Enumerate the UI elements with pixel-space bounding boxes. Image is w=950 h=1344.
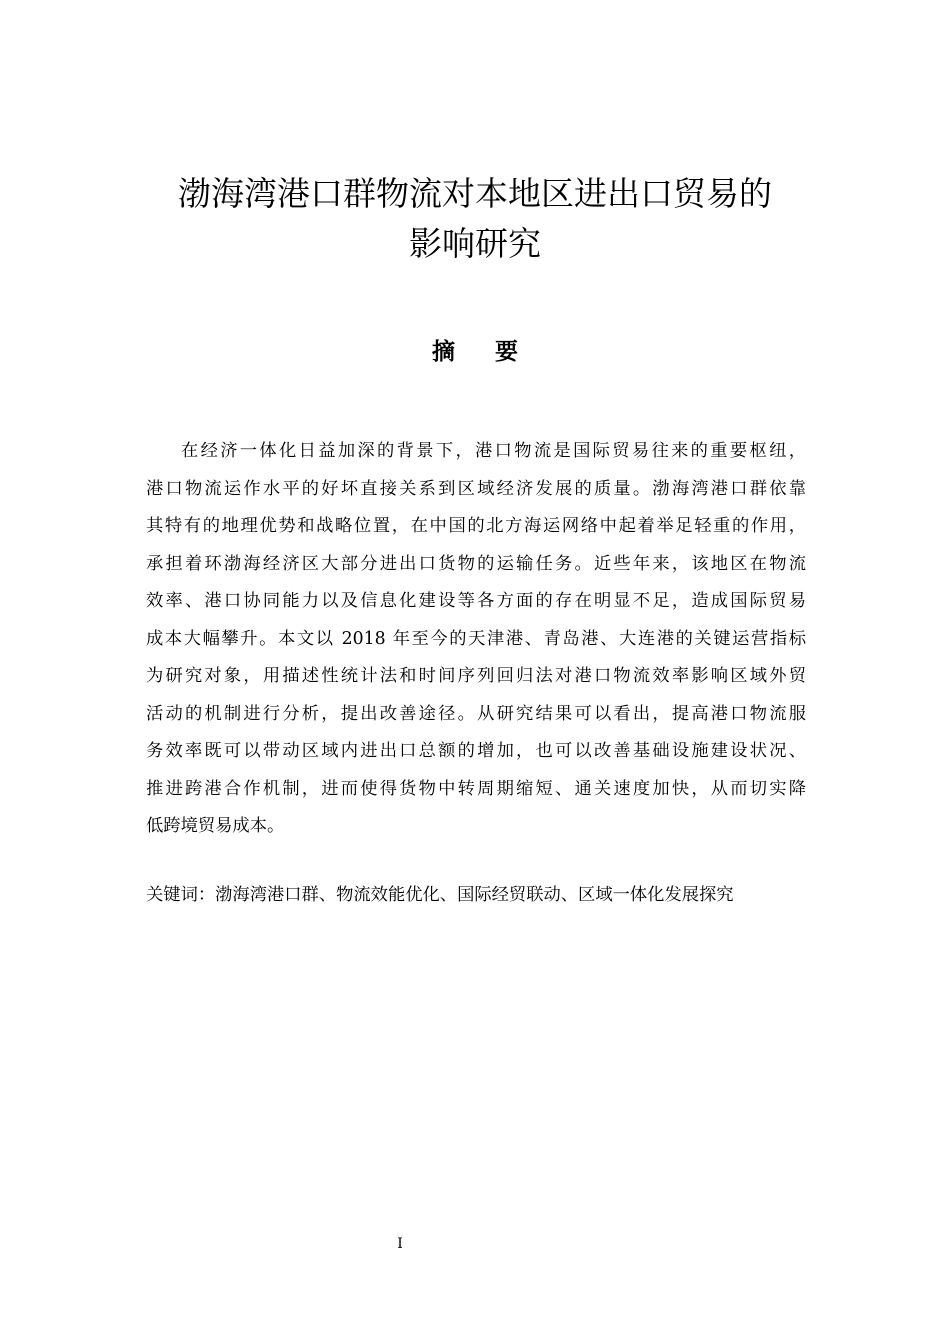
page-number: I [397,1236,403,1252]
abstract-line: 效率、港口协同能力以及信息化建设等各方面的存在明显不足，造成国际贸易 [146,591,806,611]
abstract-heading-char-2: 要 [495,339,518,365]
abstract-line: 在经济一体化日益加深的背景下，港口物流是国际贸易往来的重要枢纽， [181,441,806,461]
abstract-line: 活动的机制进行分析，提出改善途径。从研究结果可以看出，提高港口物流服 [146,703,806,724]
keywords: 关键词：渤海湾港口群、物流效能优化、国际经贸联动、区域一体化发展探究 [146,885,734,905]
document-title-line-2: 影响研究 [409,224,541,263]
abstract-body [146,433,806,846]
abstract-line: 成本大幅攀升。本文以 2018 年至今的天津港、青岛港、大连港的关键运营指标 [146,628,806,649]
abstract-line: 其特有的地理优势和战略位置，在中国的北方海运网络中起着举足轻重的作用， [146,516,806,536]
abstract-line: 为研究对象，用描述性统计法和时间序列回归法对港口物流效率影响区域外贸 [146,666,806,686]
abstract-line: 低跨境贸易成本。 [146,816,285,836]
abstract-line: 港口物流运作水平的好坏直接关系到区域经济发展的质量。渤海湾港口群依靠 [146,478,806,499]
abstract-line: 推进跨港合作机制，进而使得货物中转周期缩短、通关速度加快，从而切实降 [146,778,806,799]
abstract-line: 务效率既可以带动区域内进出口总额的增加，也可以改善基础设施建设状况、 [146,741,806,761]
abstract-line: 承担着环渤海经济区大部分进出口货物的运输任务。近些年来，该地区在物流 [146,553,806,574]
abstract-heading [0,334,950,370]
document-title-line-1: 渤海湾港口群物流对本地区进出口贸易的 [178,174,772,213]
abstract-heading-char-1: 摘 [432,339,455,365]
